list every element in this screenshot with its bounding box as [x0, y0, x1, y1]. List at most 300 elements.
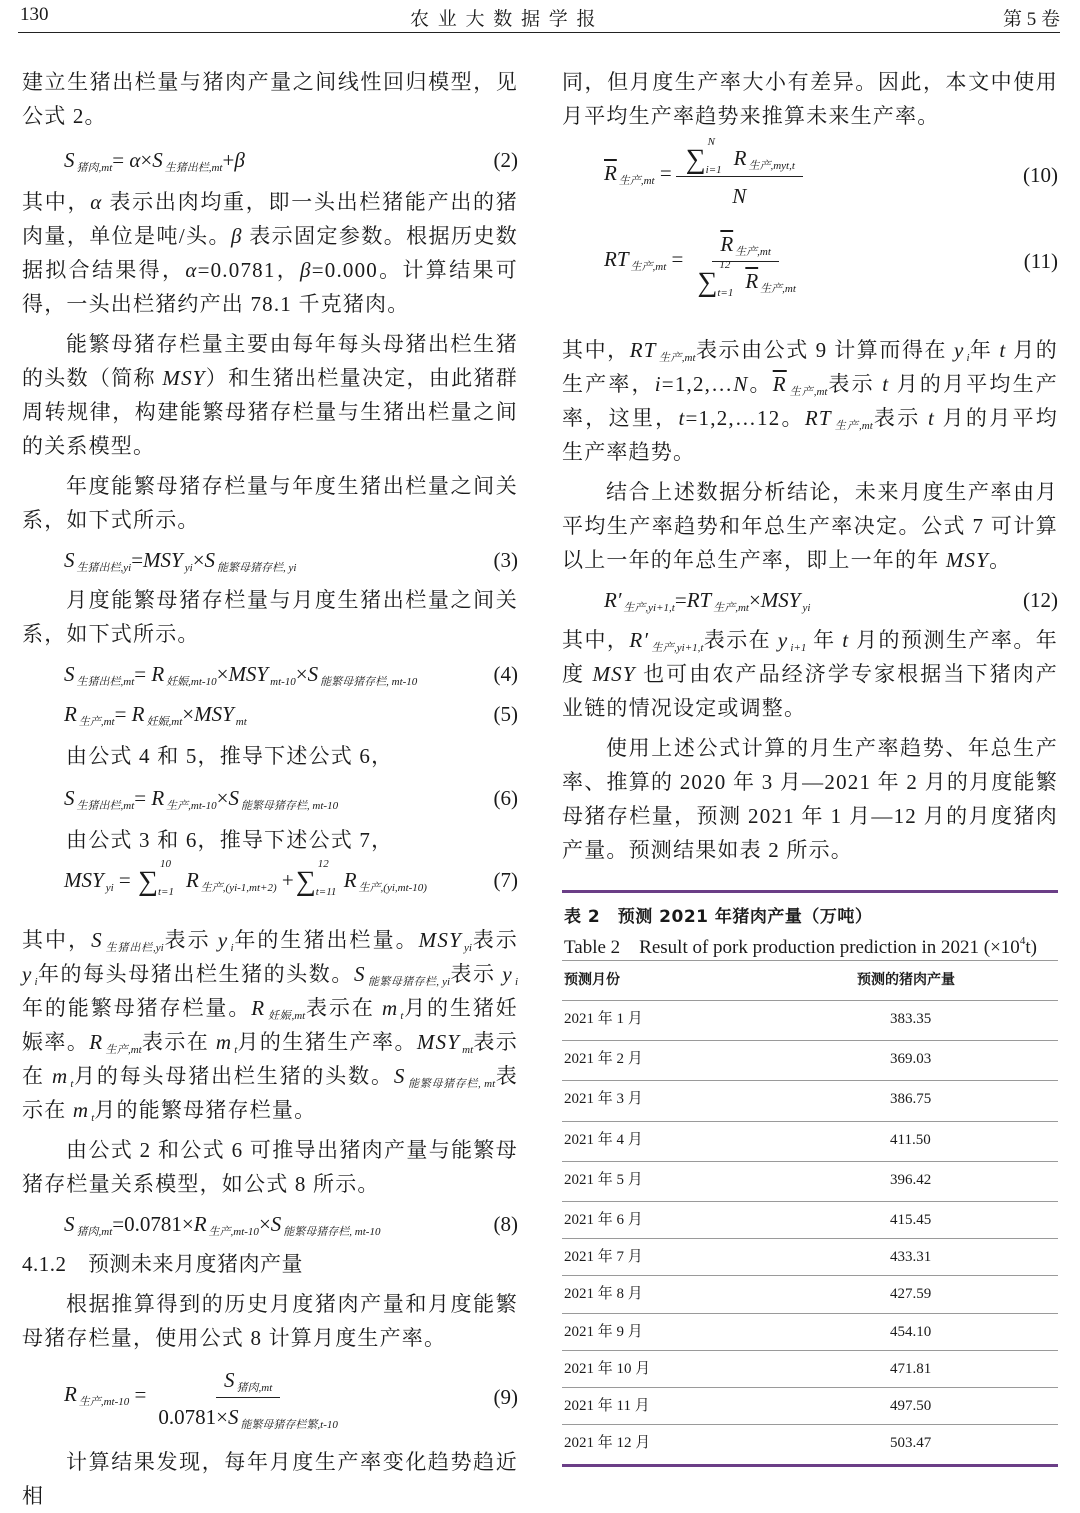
math-variable: [805, 406, 873, 430]
variable-symbol: N: [733, 372, 749, 396]
variable-subscript: 生产,mt-10: [166, 800, 217, 812]
variable-symbol: m: [51, 1064, 69, 1088]
variable-subscript: 生产,yi+1,t: [651, 642, 704, 654]
text-run: =1,2,…: [661, 372, 734, 396]
variable-symbol: MSY: [162, 366, 206, 390]
caption-en-text: Table 2 Result of pork production prediction in 2021 (×10: [564, 937, 1020, 958]
variable-subscript: 生猪出栏,mt: [76, 800, 135, 812]
math-variable: [152, 148, 222, 172]
variable-symbol: S: [393, 1064, 406, 1088]
variable-symbol: R: [64, 702, 77, 726]
variable-symbol: R: [193, 1212, 207, 1236]
summation-symbol: [697, 259, 743, 299]
fraction: [150, 1361, 346, 1432]
table-cell-month: 2021 年 10 月: [564, 1361, 651, 1377]
variable-symbol: R′: [604, 588, 622, 612]
text-run: 表示在: [141, 1030, 216, 1054]
equation: [22, 697, 518, 731]
text-run: 能繁母猪存栏量主要由每年每头母猪出栏生猪的头数（简称: [22, 332, 518, 390]
paragraph: [22, 583, 518, 651]
math-variable: [151, 786, 216, 810]
variable-subscript: mt: [462, 1044, 474, 1056]
equation-body: [22, 143, 245, 177]
variable-subscript: t: [400, 1010, 404, 1022]
table-bottom-rule: [562, 1464, 1058, 1467]
variable-subscript: 生产,mt: [105, 1044, 142, 1056]
equation-body: [562, 136, 807, 211]
table-rule: [562, 1080, 1058, 1081]
equation: [562, 583, 1058, 617]
math-variable: [91, 928, 164, 952]
variable-subscript: 生产,mt: [630, 260, 667, 273]
variable-symbol: m: [215, 1030, 233, 1054]
math-variable: [344, 868, 427, 892]
text-run: =: [114, 702, 132, 726]
variable-subscript: 生猪出栏,mt: [76, 676, 135, 688]
text-run: 月的月平均生产率趋势。: [562, 406, 1059, 464]
table-cell-production: 415.45: [890, 1212, 932, 1228]
paragraph: [562, 623, 1058, 725]
math-variable: [64, 786, 134, 810]
variable-subscript: i+1: [790, 642, 807, 654]
variable-subscript: 生产,mt-10: [208, 1226, 259, 1238]
variable-symbol: R: [131, 702, 145, 726]
variable-symbol: MSY: [592, 662, 636, 686]
variable-subscript: i: [230, 942, 234, 954]
variable-symbol: β: [300, 258, 312, 282]
numerator: [676, 136, 803, 177]
table-cell-production: 497.50: [890, 1398, 932, 1414]
variable-symbol: S: [64, 548, 75, 572]
paragraph: [22, 65, 518, 133]
table-cell-month: 2021 年 5 月: [564, 1172, 643, 1188]
table-rule: [562, 1350, 1058, 1351]
table-cell-month: 2021 年 9 月: [564, 1324, 643, 1340]
text-run: =0.0781×: [112, 1212, 194, 1236]
table-cell-production: 427.59: [890, 1286, 932, 1302]
paragraph: [562, 65, 1058, 133]
table-rule: [562, 960, 1058, 961]
text-run: 月的能繁母猪存栏量。: [94, 1098, 317, 1122]
table-cell-production: 386.75: [890, 1091, 932, 1107]
text-run: ×: [748, 588, 761, 612]
variable-symbol: α: [185, 258, 198, 282]
denominator: [687, 259, 804, 299]
math-variable: [720, 232, 771, 256]
variable-symbol: α: [129, 148, 141, 172]
table-cell-month: 2021 年 8 月: [564, 1286, 643, 1302]
equation-number: (3): [493, 548, 518, 572]
variable-symbol: S: [64, 662, 75, 686]
paragraph: [22, 327, 518, 463]
variable-subscript: 能繁母猪存栏, yi: [367, 976, 451, 988]
math-variable: [761, 588, 811, 612]
variable-subscript: 生产,mt-10: [78, 1396, 130, 1409]
equation-body: [22, 858, 427, 898]
table-rule: [562, 1238, 1058, 1239]
variable-subscript: 生产,(yi,mt-10): [358, 882, 427, 894]
variable-subscript: 生产,mt: [833, 420, 873, 432]
variable-subscript: 生产,myt,t: [748, 160, 795, 172]
text-run: ×: [140, 148, 153, 172]
text-run: =: [666, 246, 684, 271]
table-cell-month: 2021 年 7 月: [564, 1249, 643, 1265]
text-run: 表示: [450, 962, 503, 986]
variable-symbol: MSY: [945, 548, 990, 572]
sigma: ∑: [295, 866, 316, 897]
variable-symbol: RT: [686, 588, 712, 612]
math-variable: [251, 996, 305, 1020]
sum-lower-limit: t=1: [717, 287, 734, 299]
text-run: 月的生产率，: [562, 338, 1058, 396]
variable-symbol: R: [151, 786, 165, 810]
variable-subscript: 能繁母猪存栏, mt-10: [320, 676, 418, 688]
variable-symbol: y: [777, 628, 789, 652]
text-run: 由公式 4 和 5，推导下述公式 6，: [66, 744, 394, 768]
variable-subscript: 生产,mt: [658, 352, 696, 364]
variable-symbol: S: [224, 1368, 235, 1392]
math-variable: [64, 868, 114, 892]
text-run: 其中，: [562, 628, 630, 652]
text-run: 表示在: [22, 1064, 518, 1122]
equation: [562, 136, 1058, 211]
variable-symbol: R: [64, 1382, 77, 1407]
denominator: [150, 1398, 346, 1432]
math-variable: [308, 662, 418, 686]
page-number: 130: [20, 4, 49, 25]
variable-symbol: S: [204, 548, 216, 572]
math-variable: [64, 148, 112, 172]
equation-number: (6): [493, 786, 518, 810]
equation: [22, 657, 518, 691]
math-variable: [194, 1212, 259, 1236]
math-variable: [64, 1212, 112, 1236]
math-variable: [218, 928, 234, 952]
math-variable: [64, 702, 115, 726]
caption-en-sup: 4: [1019, 935, 1026, 947]
math-variable: [205, 548, 297, 572]
variable-subscript: 生猪出栏,yi: [76, 562, 132, 574]
math-variable: [394, 1064, 495, 1088]
summation-symbol: [685, 136, 732, 176]
variable-subscript: i: [34, 976, 38, 988]
math-variable: [216, 1030, 237, 1054]
variable-symbol: MSY: [228, 662, 269, 686]
variable-subscript: 生产,mt: [713, 602, 749, 614]
text-run: 由公式 3 和 6，推导下述公式 7，: [66, 828, 394, 852]
math-variable: [73, 1098, 94, 1122]
paragraph: [562, 731, 1058, 867]
text-run: 表示: [872, 406, 929, 430]
variable-subscript: 能繁母猪存栏, mt: [407, 1078, 496, 1090]
math-variable: [52, 1064, 73, 1088]
variable-symbol: MSY: [416, 1030, 461, 1054]
math-variable: [604, 588, 675, 612]
math-variable: [745, 269, 796, 293]
equation-number: (5): [493, 702, 518, 726]
text-run: =: [654, 160, 672, 185]
text-run: 年的每头母猪出栏生猪的头数。: [37, 962, 354, 986]
text-run: 月的每头母猪出栏生猪的头数。: [73, 1064, 394, 1088]
equation: [22, 781, 518, 815]
text-run: 表示由公式 9 计算而得在: [695, 338, 954, 362]
variable-subscript: 能繁母猪存栏, mt-10: [240, 800, 339, 812]
table-rule: [562, 1201, 1058, 1202]
text-run: =: [131, 548, 144, 572]
variable-subscript: 妊娠,mt: [146, 716, 183, 728]
math-variable: [231, 224, 243, 248]
table-rule: [562, 1000, 1058, 1001]
text-run: 年的生猪出栏量。: [233, 928, 419, 952]
math-variable: [419, 928, 472, 952]
math-variable: [604, 161, 655, 185]
text-run: 表示固定参数。根据历史数据拟合结果得，: [22, 224, 518, 282]
text-run: 表示在: [703, 628, 778, 652]
variable-subscript: t: [234, 1044, 238, 1056]
text-run: 表示出肉均重，即一头出栏猪能产出的猪肉量，单位是吨/头。: [22, 190, 518, 248]
math-variable: [64, 548, 131, 572]
variable-symbol: MSY: [64, 868, 104, 892]
math-variable: [132, 702, 183, 726]
table-cell-month: 2021 年 11 月: [564, 1398, 650, 1414]
table-top-rule: [562, 890, 1058, 893]
text-run: 4.1.2 预测未来月度猪肉产量: [22, 1252, 303, 1276]
math-variable: [162, 366, 205, 390]
variable-subscript: yi: [184, 562, 193, 574]
table-cell-month: 2021 年 2 月: [564, 1051, 643, 1067]
table-rule: [562, 1161, 1058, 1162]
variable-symbol: t: [999, 338, 1007, 362]
text-run: 年的能繁母猪存栏量。: [22, 996, 252, 1020]
text-run: 表示: [471, 928, 518, 952]
summation-symbol: [137, 858, 184, 898]
text-run: 月度能繁母猪存栏量与月度生猪出栏量之间关系，如下式所示。: [22, 588, 518, 646]
text-run: 其中，: [562, 338, 630, 362]
math-variable: [655, 372, 662, 396]
paragraph: [22, 739, 518, 773]
variable-subscript: 能繁母猪存栏繁,t-10: [240, 1419, 338, 1431]
text-run: 也可由农产品经济学专家根据当下猪肉产业链的情况设定或调整。: [562, 662, 1058, 720]
math-variable: [143, 548, 193, 572]
denominator: [724, 177, 754, 211]
equation-body: [22, 781, 338, 815]
variable-subscript: mt-10: [270, 676, 296, 688]
math-variable: [90, 190, 102, 214]
fraction: [687, 225, 804, 297]
variable-symbol: MSY: [760, 588, 801, 612]
variable-subscript: yi: [105, 882, 114, 894]
text-run: 月的预测生产率。年度: [562, 628, 1058, 686]
math-variable: [186, 868, 277, 892]
variable-symbol: y: [953, 338, 965, 362]
table-cell-month: 2021 年 6 月: [564, 1212, 643, 1228]
table-2: [562, 890, 1058, 1468]
math-variable: [773, 372, 828, 396]
table-rule: [562, 1424, 1058, 1425]
variable-symbol: S: [64, 786, 75, 810]
table-cell-production: 471.81: [890, 1361, 932, 1377]
math-variable: [228, 1405, 338, 1429]
variable-symbol: MSY: [418, 928, 462, 952]
variable-subscript: 妊娠,mt: [267, 1010, 306, 1022]
variable-symbol: $\overline{R}$: [745, 269, 759, 293]
text-run: =0.000。计算结果可得，一头出栏猪约产出 78.1 千克猪肉。: [22, 258, 518, 316]
text-run: +: [276, 868, 294, 892]
sigma: ∑: [685, 144, 706, 175]
math-variable: [300, 258, 312, 282]
math-variable: [687, 588, 749, 612]
variable-symbol: t: [678, 406, 686, 430]
paragraph: [22, 185, 518, 321]
variable-symbol: t: [842, 628, 850, 652]
math-variable: [778, 628, 807, 652]
paragraph: [22, 923, 518, 1127]
paragraph: [22, 1133, 518, 1201]
variable-symbol: S: [270, 1212, 282, 1236]
text-run: ×: [182, 702, 195, 726]
sum-upper-limit: N: [707, 136, 716, 148]
numerator: [712, 225, 779, 262]
variable-symbol: S: [152, 148, 163, 172]
variable-subscript: 生产,mt: [788, 386, 828, 398]
math-variable: [592, 662, 635, 686]
text-run: 结合上述数据分析结论，未来月度生产率由月平均生产率趋势和年总生产率决定。公式 7 可计算以上一年的年总生产率，即上一年的年: [562, 480, 1058, 572]
math-variable: [604, 247, 666, 271]
math-variable: [224, 1368, 272, 1392]
math-variable: [630, 338, 696, 362]
variable-subscript: 生产,mt: [618, 174, 655, 187]
variable-symbol: $\overline{R}$: [772, 372, 787, 396]
equation-number: (7): [493, 868, 518, 892]
equation-body: [22, 1361, 350, 1432]
variable-symbol: MSY: [194, 702, 234, 726]
text-run: 月的生猪生产率。: [237, 1030, 417, 1054]
text-run: =1,2,…12。: [685, 406, 805, 430]
variable-symbol: S: [91, 928, 103, 952]
variable-subscript: 生猪出栏,mt: [164, 162, 223, 174]
text-run: =: [112, 148, 130, 172]
variable-symbol: R: [185, 868, 199, 892]
variable-symbol: β: [230, 224, 243, 248]
math-variable: [678, 406, 685, 430]
table-cell-production: 503.47: [890, 1435, 932, 1451]
volume-label: 第 5 卷: [1002, 9, 1060, 30]
math-variable: [382, 996, 403, 1020]
math-variable: [954, 338, 970, 362]
variable-symbol: i: [654, 372, 662, 396]
paragraph: [562, 475, 1058, 577]
equation: [22, 143, 518, 177]
variable-symbol: m: [72, 1098, 90, 1122]
equation: [22, 543, 518, 577]
math-variable: [946, 548, 989, 572]
text-run: 表示在: [22, 1030, 518, 1088]
equation-body: [562, 583, 810, 617]
variable-symbol: $\overline{R}$: [604, 160, 617, 185]
section-heading: [22, 1247, 518, 1281]
equation: [22, 1207, 518, 1241]
sum-lower-limit: t=11: [315, 886, 337, 898]
equation-number: (11): [1023, 249, 1058, 273]
variable-subscript: 猪肉,mt: [76, 1226, 113, 1238]
math-variable: [151, 662, 216, 686]
variable-symbol: S: [353, 962, 366, 986]
sum-upper-limit: 12: [719, 259, 731, 271]
math-variable: [89, 1030, 141, 1054]
math-variable: [733, 372, 748, 396]
math-variable: [129, 148, 140, 172]
equation: [22, 858, 518, 898]
variable-subscript: 生产,mt: [735, 246, 771, 258]
variable-symbol: RT: [604, 246, 629, 271]
variable-symbol: R: [343, 868, 357, 892]
text-run: 同，但月度生产率大小有差异。因此，本文中使用月平均生产率趋势来推算未来生产率。: [562, 70, 1058, 128]
text-run: 表示在: [305, 996, 382, 1020]
text-run: ×: [295, 662, 308, 686]
text-run: ）和生猪出栏量决定，由此猪群周转规律，构建能繁母猪存栏量与生猪出栏量之间的关系模型。: [22, 366, 518, 458]
variable-subscript: 生猪出栏,yi: [104, 942, 164, 954]
variable-subscript: t: [70, 1078, 74, 1090]
math-variable: [194, 702, 247, 726]
text-run: 由公式 2 和公式 6 可推导出猪肉产量与能繁母猪存栏量关系模型，如公式 8 所示。: [22, 1138, 518, 1196]
text-run: 年: [969, 338, 1000, 362]
column-header-month: 预测月份: [564, 972, 620, 988]
text-run: 建立生猪出栏量与猪肉产量之间线性回归模型，见公式 2。: [22, 70, 518, 128]
fraction: [676, 136, 803, 211]
math-variable: [417, 1030, 473, 1054]
text-run: 。: [748, 372, 773, 396]
variable-subscript: yi: [802, 602, 811, 614]
table-cell-production: 454.10: [890, 1324, 932, 1340]
table-rule: [562, 1275, 1058, 1276]
variable-symbol: y: [502, 962, 513, 986]
text-run: ×: [192, 548, 205, 572]
variable-symbol: MSY: [143, 548, 183, 572]
text-run: 表示: [163, 928, 218, 952]
variable-symbol: m: [381, 996, 399, 1020]
variable-symbol: β: [234, 148, 245, 172]
variable-symbol: y: [217, 928, 229, 952]
equation: [562, 225, 1058, 297]
text-run: =: [134, 786, 152, 810]
paragraph: [22, 1287, 518, 1355]
math-variable: [228, 662, 295, 686]
variable-symbol: RT: [629, 338, 657, 362]
math-variable: [185, 258, 197, 282]
variable-symbol: $\overline{R}$: [720, 232, 734, 256]
equation-body: [22, 697, 247, 731]
journal-title: 农 业 大 数 据 学 报: [410, 9, 598, 30]
table-caption-zh: 表 2 预测 2021 年猪肉产量（万吨）: [564, 907, 873, 927]
variable-symbol: t: [928, 406, 936, 430]
equation: [22, 1361, 518, 1432]
table-cell-month: 2021 年 3 月: [564, 1091, 643, 1107]
text-run: 月的月平均生产率，这里，: [562, 372, 1058, 430]
table-cell-production: 433.31: [890, 1249, 932, 1265]
table-rule: [562, 1040, 1058, 1041]
table-rule: [562, 1313, 1058, 1314]
variable-symbol: RT: [804, 406, 832, 430]
variable-symbol: S: [227, 1405, 239, 1429]
variable-symbol: S: [64, 1212, 75, 1236]
sum-upper-limit: 12: [317, 858, 329, 870]
math-variable: [64, 1382, 130, 1409]
equation-body: [22, 1207, 380, 1241]
sum-lower-limit: i=1: [705, 164, 722, 176]
text-run: 根据推算得到的历史月度猪肉产量和月度能繁母猪存栏量，使用公式 8 计算月度生产率。: [22, 1292, 518, 1350]
text-run: =: [113, 868, 136, 892]
variable-symbol: N: [732, 184, 747, 208]
